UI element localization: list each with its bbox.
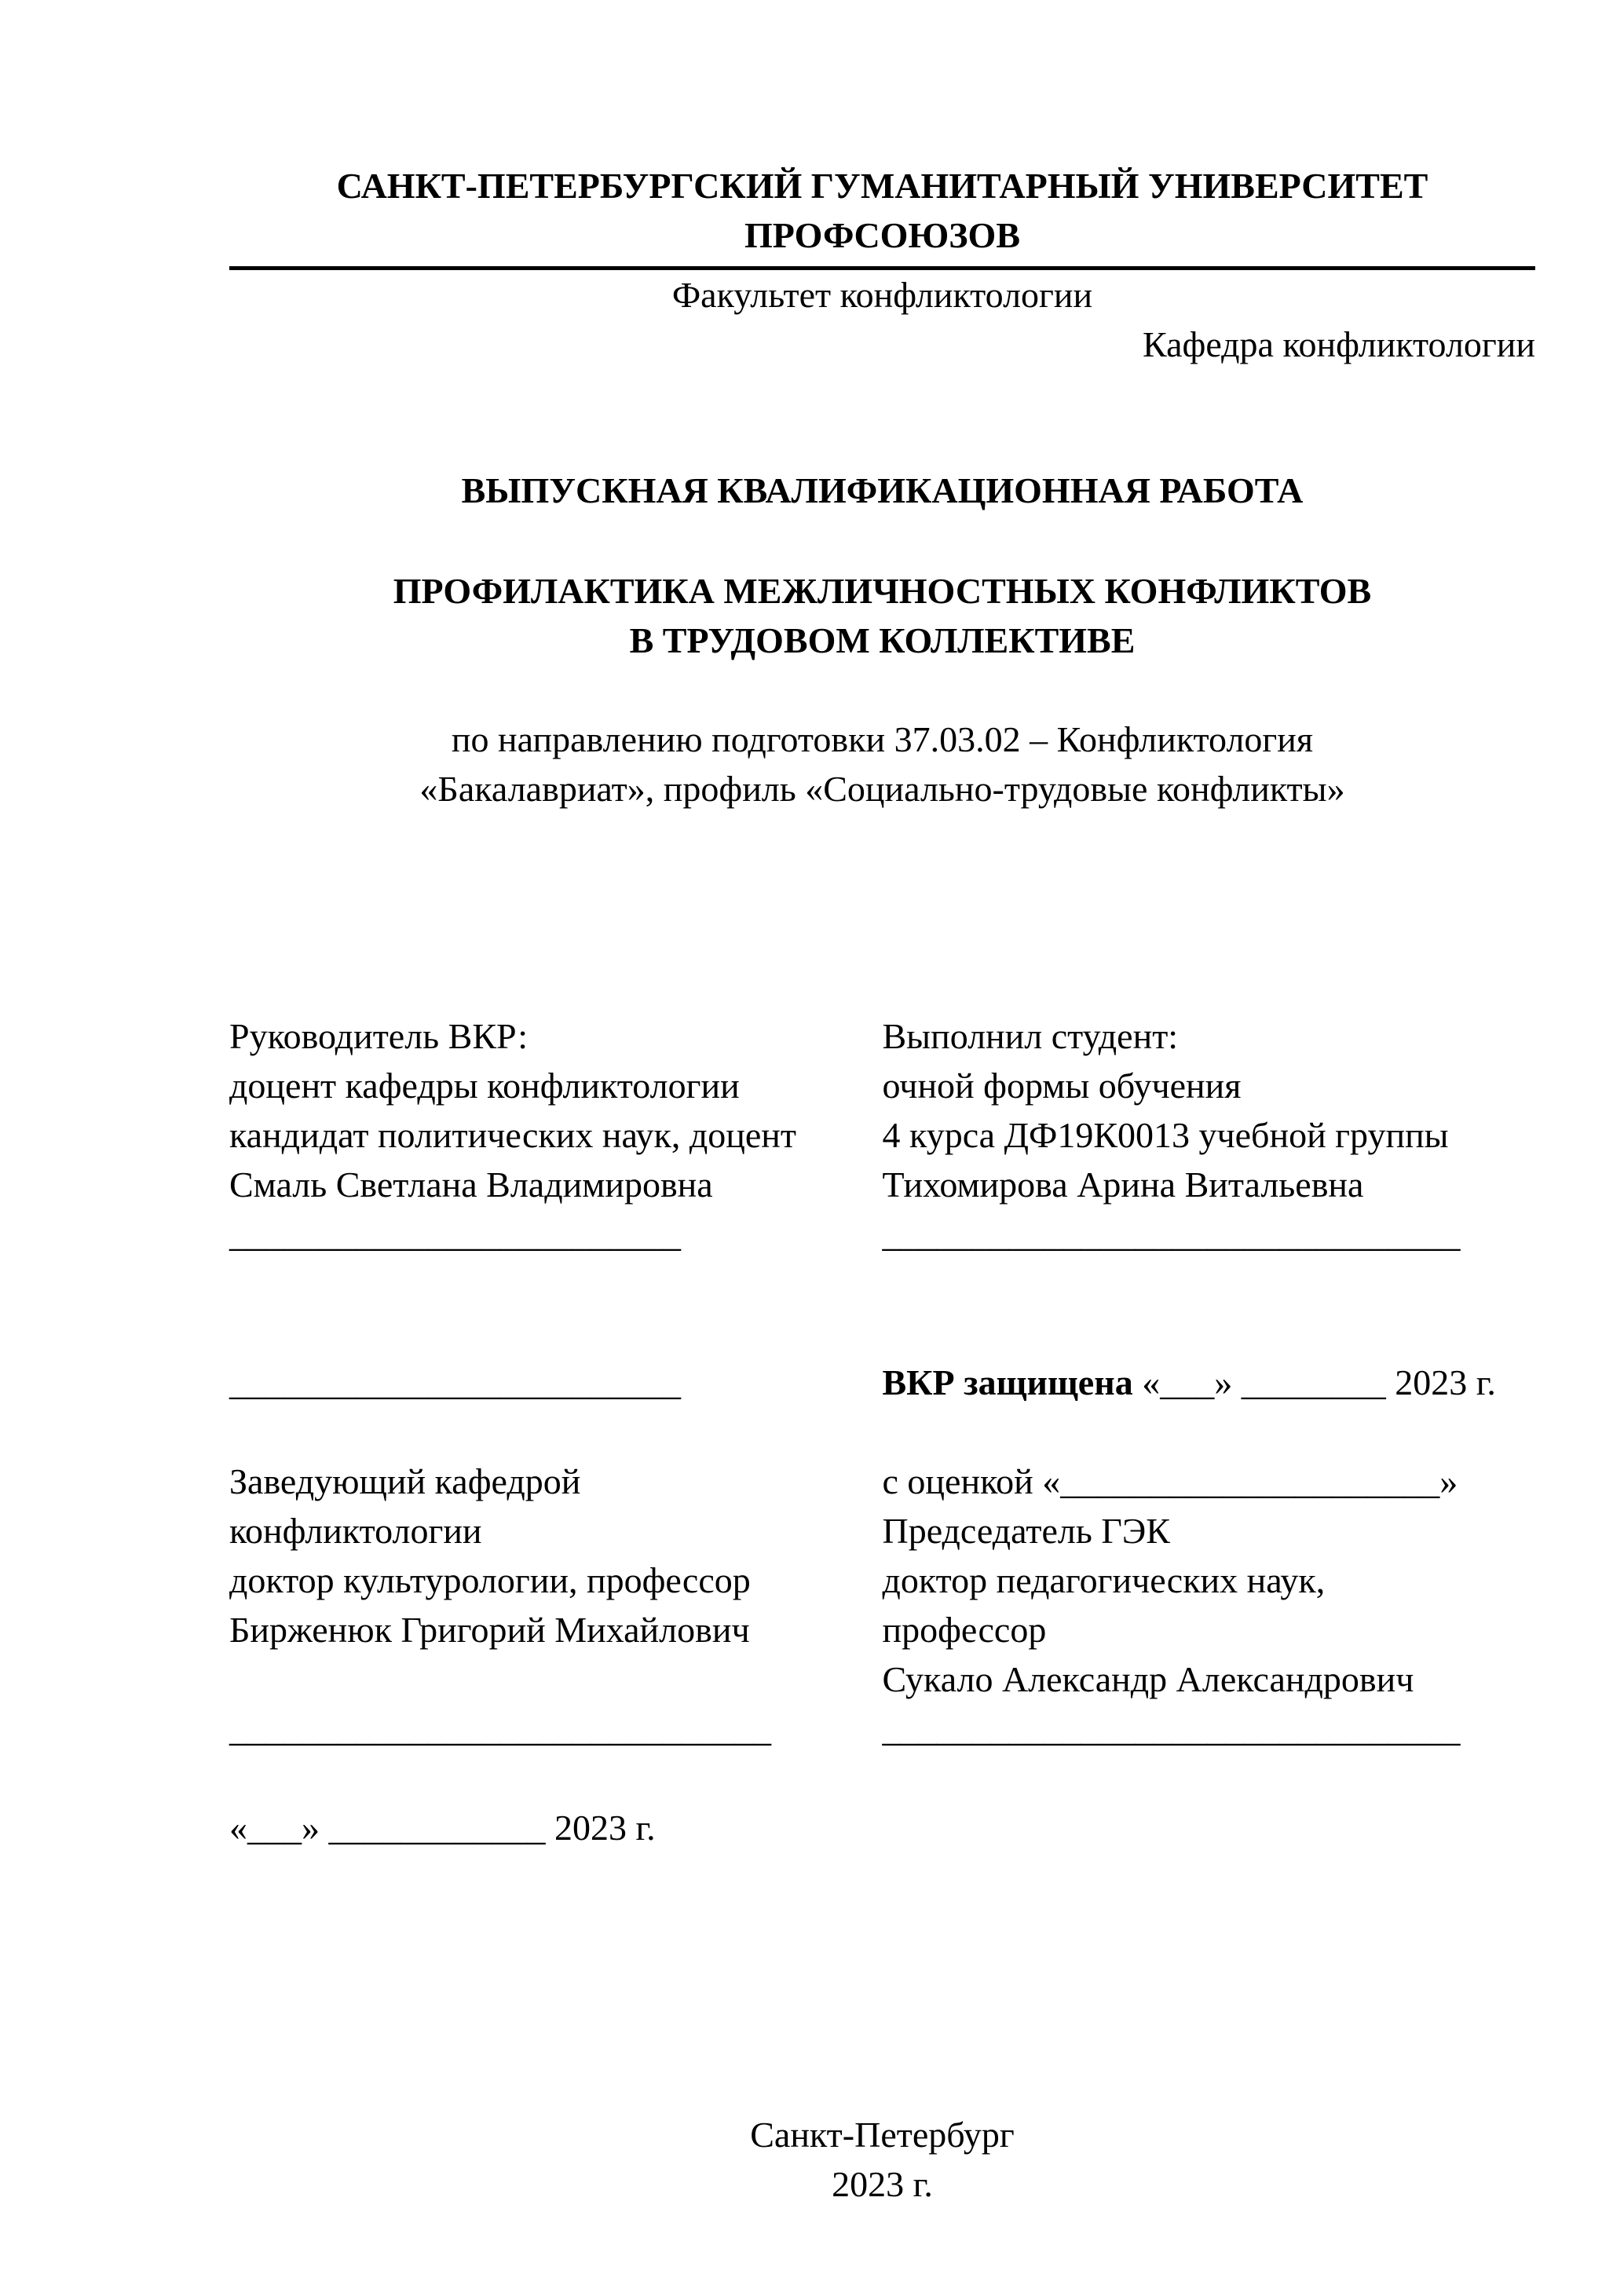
defended-line [883,1358,1536,1407]
signature-columns [229,1011,1535,1852]
date-line: «___» ____________ 2023 г. [229,1808,656,1848]
footer-year: 2023 г. [832,2164,933,2204]
spacer [229,813,1535,1011]
supervisor-position-line1: доцент кафедры конфликтологии [229,1066,740,1106]
thesis-title-line2: В ТРУДОВОМ КОЛЛЕКТИВЕ [629,620,1136,660]
student-signature-line: ________________________________ [882,1214,1461,1254]
department-head-name: Бирженюк Григорий Михайлович [229,1610,750,1650]
department-head-signature-line: _________________________ [229,1362,681,1402]
supervisor-signature-line: _________________________ [229,1214,681,1254]
chairman-position-line1: доктор педагогических наук, [882,1560,1326,1600]
chairman-position-line2: профессор [882,1610,1047,1650]
university-name: САНКТ-ПЕТЕРБУРГСКИЙ ГУМАНИТАРНЫЙ УНИВЕРСИТЕТ ПРОФСОЮЗОВ [229,161,1535,270]
student-group: 4 курса ДФ19К0013 учебной группы [882,1115,1449,1155]
blank-line [883,1308,1536,1358]
spacer [229,665,1535,715]
blank-line [229,1259,883,1308]
student-column [883,1011,1536,1852]
work-type-heading: ВЫПУСКНАЯ КВАЛИФИКАЦИОННАЯ РАБОТА [461,470,1304,510]
blank-line [883,1259,1536,1308]
spacer [229,515,1535,566]
supervisor-label: Руководитель ВКР: [229,1016,529,1056]
chairman-label: Председатель ГЭК [882,1511,1170,1551]
chairman-signature-line: ________________________________ [882,1709,1461,1749]
department-head-label-line2: конфликтологии [229,1511,482,1551]
footer [229,2110,1535,2209]
defended-label: ВКР защищена [882,1362,1133,1402]
supervisor-column [229,1011,883,1852]
spacer [229,369,1535,466]
grade-line: с оценкой «_____________________» [882,1461,1458,1501]
blank-line [229,1654,883,1704]
program-profile: «Бакалавриат», профиль «Социально-трудовые конфликты» [419,769,1345,809]
student-name: Тихомирова Арина Витальевна [882,1164,1364,1205]
blank-line [229,1753,883,1803]
supervisor-name: Смаль Светлана Владимировна [229,1164,713,1205]
blank-line [883,1407,1536,1457]
blank-line [229,1407,883,1457]
footer-city: Санкт-Петербург [750,2115,1015,2155]
department-head-label-line1: Заведующий кафедрой [229,1461,581,1501]
defended-date-blanks: «___» ________ 2023 г. [1132,1362,1496,1402]
faculty-name: Факультет конфликтологии [671,275,1093,315]
chairman-name: Сукало Александр Александрович [882,1659,1414,1699]
department-name: Кафедра конфликтологии [1143,324,1535,364]
blank-line [229,1308,883,1358]
supervisor-position-line2: кандидат политических наук, доцент [229,1115,797,1155]
program-direction: по направлению подготовки 37.03.02 – Конфликтология [451,719,1314,759]
department-head-signature-line2: ______________________________ [229,1709,771,1749]
spacer [229,1852,1535,2110]
department-head-position: доктор культурологии, профессор [229,1560,751,1600]
thesis-title-line1: ПРОФИЛАКТИКА МЕЖЛИЧНОСТНЫХ КОНФЛИКТОВ [393,571,1372,611]
student-label: Выполнил студент: [882,1016,1179,1056]
student-study-form: очной формы обучения [882,1066,1242,1106]
